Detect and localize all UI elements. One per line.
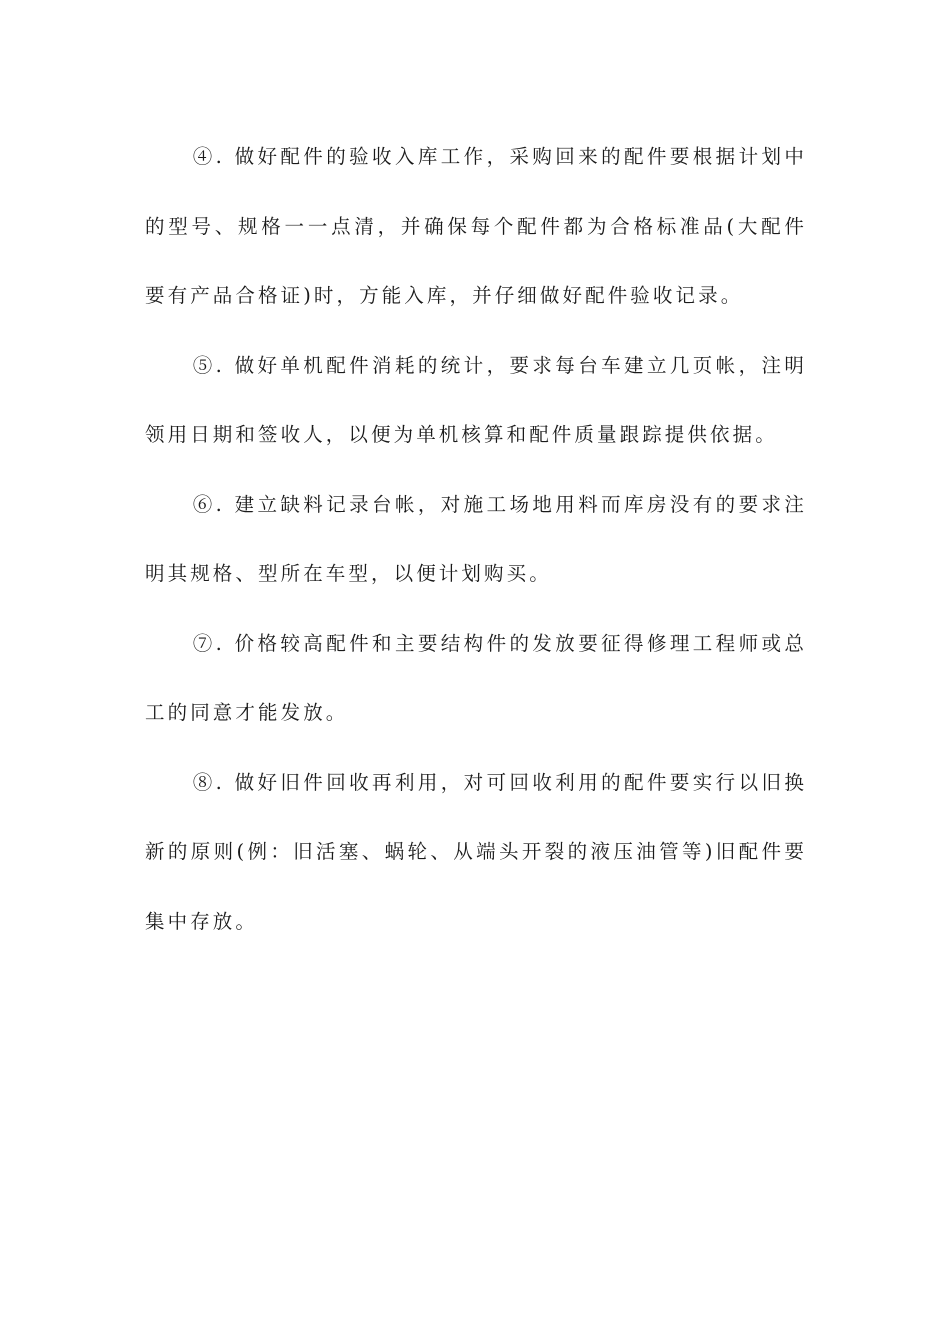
paragraph-item-7: ⑦. 价格较高配件和主要结构件的发放要征得修理工程师或总工的同意才能发放。	[145, 631, 807, 724]
document-body	[145, 122, 807, 956]
paragraph-item-8: ⑧. 做好旧件回收再利用，对可回收利用的配件要实行以旧换新的原则(例：旧活塞、蜗轮、从端头开裂的液压油管等)旧配件要集中存放。	[145, 770, 807, 933]
paragraph-item-6: ⑥. 建立缺料记录台帐，对施工场地用料而库房没有的要求注明其规格、型所在车型，以便计划购买。	[145, 492, 807, 585]
paragraph-item-5: ⑤. 做好单机配件消耗的统计，要求每台车建立几页帐，注明领用日期和签收人，以便为单机核算和配件质量跟踪提供依据。	[145, 353, 807, 446]
paragraph-item-4: ④. 做好配件的验收入库工作，采购回来的配件要根据计划中的型号、规格一一点清，并确保每个配件都为合格标准品(大配件要有产品合格证)时，方能入库，并仔细做好配件验收记录。	[145, 145, 807, 307]
